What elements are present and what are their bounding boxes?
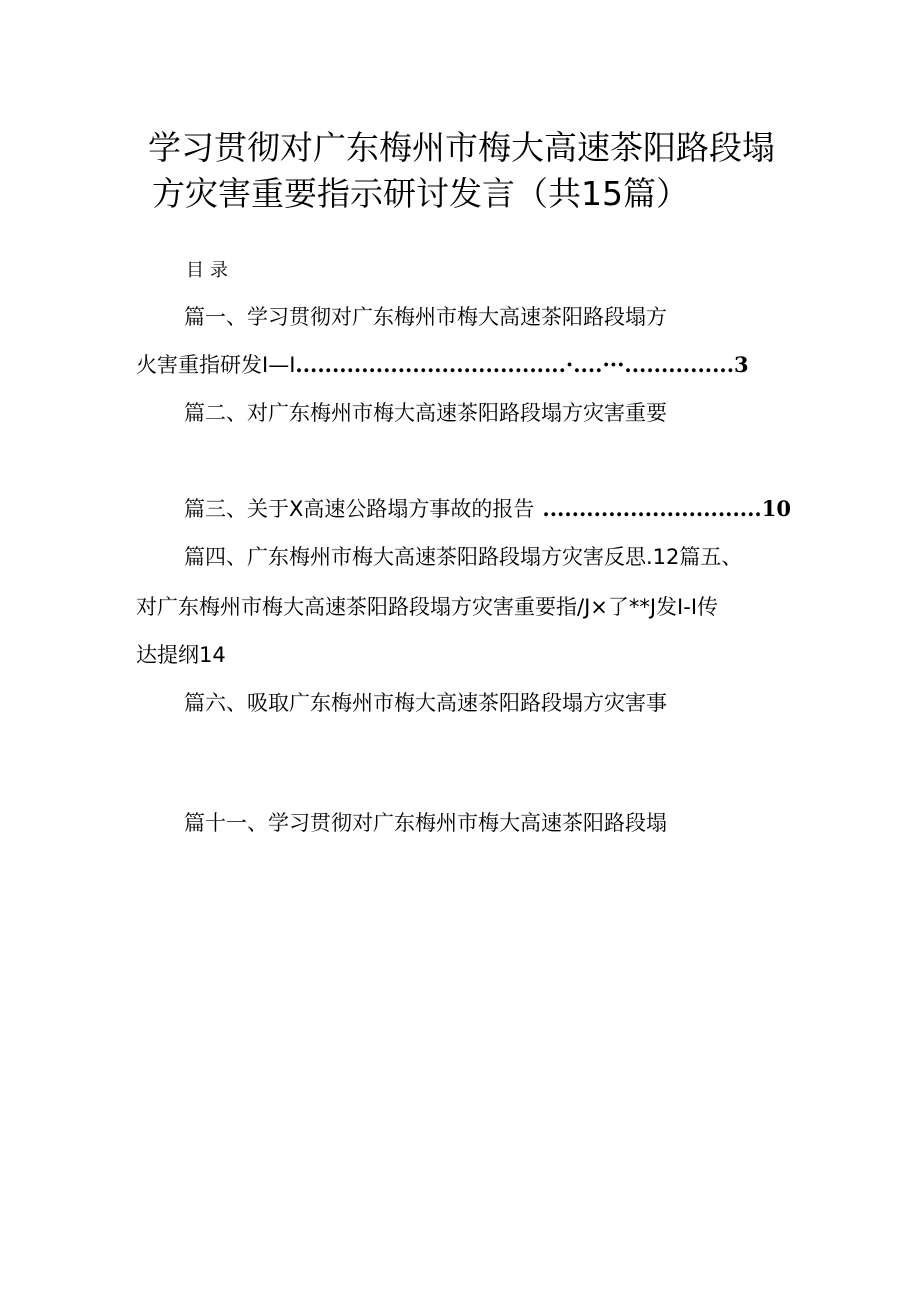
toc-heading: 目录: [186, 260, 234, 281]
toc-entry-5-cont: 达提纲14: [136, 643, 226, 667]
toc-entry-3-leader: ..............................10: [542, 496, 791, 521]
toc-entry-5: 对广东梅州市梅大高速茶阳路段塌方灾害重要指/J×了**J发I-I传: [136, 595, 719, 619]
toc-entry-3: [184, 494, 791, 524]
toc-entry-1: 篇一、学习贯彻对广东梅州市梅大高速茶阳路段塌方: [184, 305, 667, 329]
toc-entry-3-text: 篇三、关于X高速公路塌方事故的报告: [184, 497, 535, 521]
title-line-1: 学习贯彻对广东梅州市梅大高速茶阳路段塌: [148, 128, 775, 167]
toc-entry-1-leader: .....................................·....···...............3: [295, 352, 749, 377]
toc-entry-1-cont: [136, 350, 749, 380]
toc-entry-1-text: 火害重指研发I—I: [136, 353, 296, 377]
title-line-2: 方灾害重要指示研讨发言（共15篇）: [152, 174, 689, 213]
toc-entry-2: 篇二、对广东梅州市梅大高速茶阳路段塌方灾害重要: [184, 401, 667, 425]
toc-entry-6: 篇六、吸取广东梅州市梅大高速茶阳路段塌方灾害事: [184, 691, 667, 715]
toc-entry-4: 篇四、广东梅州市梅大高速茶阳路段塌方灾害反思.12篇五、: [184, 545, 743, 569]
toc-entry-11: 篇十一、学习贯彻对广东梅州市梅大高速茶阳路段塌: [184, 811, 667, 835]
